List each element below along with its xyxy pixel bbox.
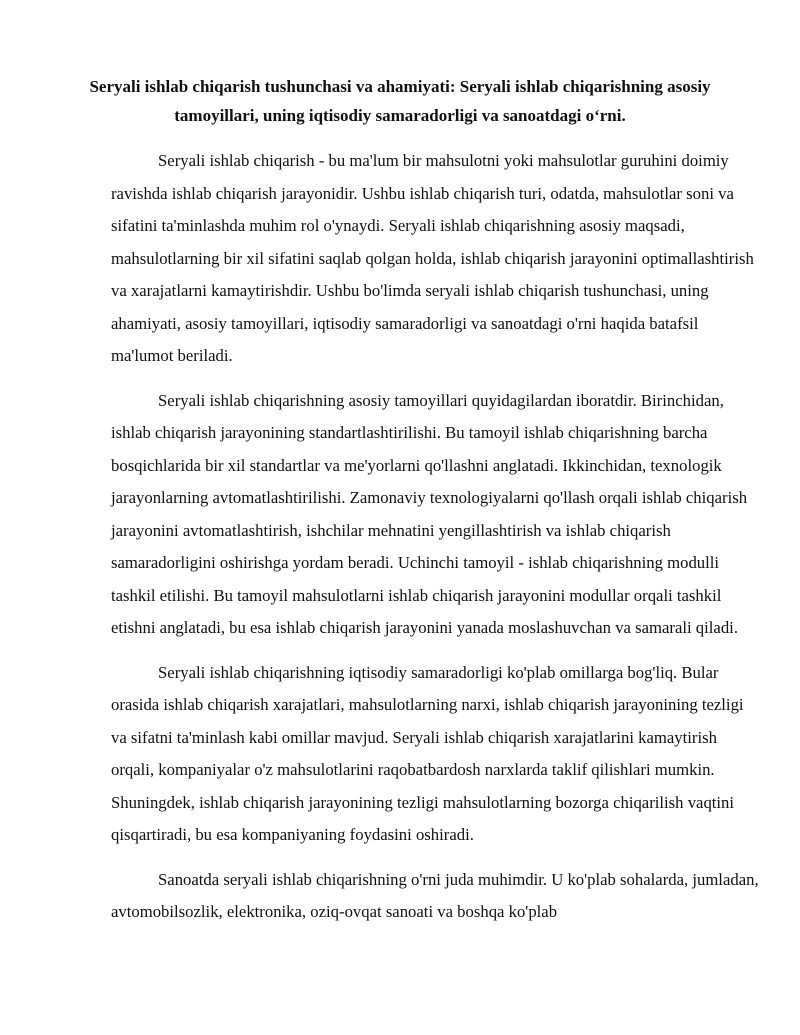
document-body <box>111 145 761 941</box>
paragraph-principles: Seryali ishlab chiqarishning asosiy tamoyillari quyidagilardan iboratdir. Birinchidan, ishlab chiqarish jarayonining standartlashtirilishi. Bu tamoyil ishlab chiqarishning barcha bosqichlarida bir xil standartlar va me'yorlarni qo'llashni anglatadi. Ikkinchidan, texnologik jarayonlarning avtomatlashtirilishi. Zamonaviy texnologiyalarni qo'llash orqali ishlab chiqarish jarayonini avtomatlashtirish, ishchilar mehnatini yengillashtirish va ishlab chiqarish samaradorligini oshirishga yordam beradi. Uchinchi tamoyil - ishlab chiqarishning modulli tashkil etilishi. Bu tamoyil mahsulotlarni ishlab chiqarish jarayonini modullar orqali tashkil etishni anglatadi, bu esa ishlab chiqarish jarayonini yanada moslashuvchan va samarali qiladi. <box>111 390 748 637</box>
paragraph-efficiency: Seryali ishlab chiqarishning iqtisodiy samaradorligi ko'plab omillarga bog'liq. Bular orasida ishlab chiqarish xarajatlari, mahsulotlarning narxi, ishlab chiqarish jarayonining tezligi va sifatni ta'minlash kabi omillar mavjud. Seryali ishlab chiqarish xarajatlarini kamaytirish orqali, kompaniyalar o'z mahsulotlarini raqobatbardosh narxlarda taklif qilishlari mumkin. Shuningdek, ishlab chiqarish jarayonining tezligi mahsulotlarning bozorga chiqarilish vaqtini qisqartiradi, bu esa kompaniyaning foydasini oshiradi. <box>111 662 744 844</box>
paragraph-definition: Seryali ishlab chiqarish - bu ma'lum bir mahsulotni yoki mahsulotlar guruhini doimiy ravishda ishlab chiqarish jarayonidir. Ushbu ishlab chiqarish turi, odatda, mahsulotlar soni va sifatini ta'minlashda muhim rol o'ynaydi. Seryali ishlab chiqarishning asosiy maqsadi, mahsulotlarning bir xil sifatini saqlab qolgan holda, ishlab chiqarish jarayonini optimallashtirish va xarajatlarni kamaytirishdir. Ushbu bo'limda seryali ishlab chiqarish tushunchasi, uning ahamiyati, asosiy tamoyillari, iqtisodiy samaradorligi va sanoatdagi o'rni haqida batafsil ma'lumot beriladi. <box>111 151 754 365</box>
paragraph-industry-role: Sanoatda seryali ishlab chiqarishning o'rni juda muhimdir. U ko'plab sohalarda, jumladan, avtomobilsozlik, elektronika, oziq-ovqat sanoati va boshqa ko'plab <box>111 869 759 921</box>
document-title: Seryali ishlab chiqarish tushunchasi va ahamiyati: Seryali ishlab chiqarishning asosiy tamoyillari, uning iqtisodiy samaradorligi va sanoatdagi o‘rni. <box>89 77 711 125</box>
